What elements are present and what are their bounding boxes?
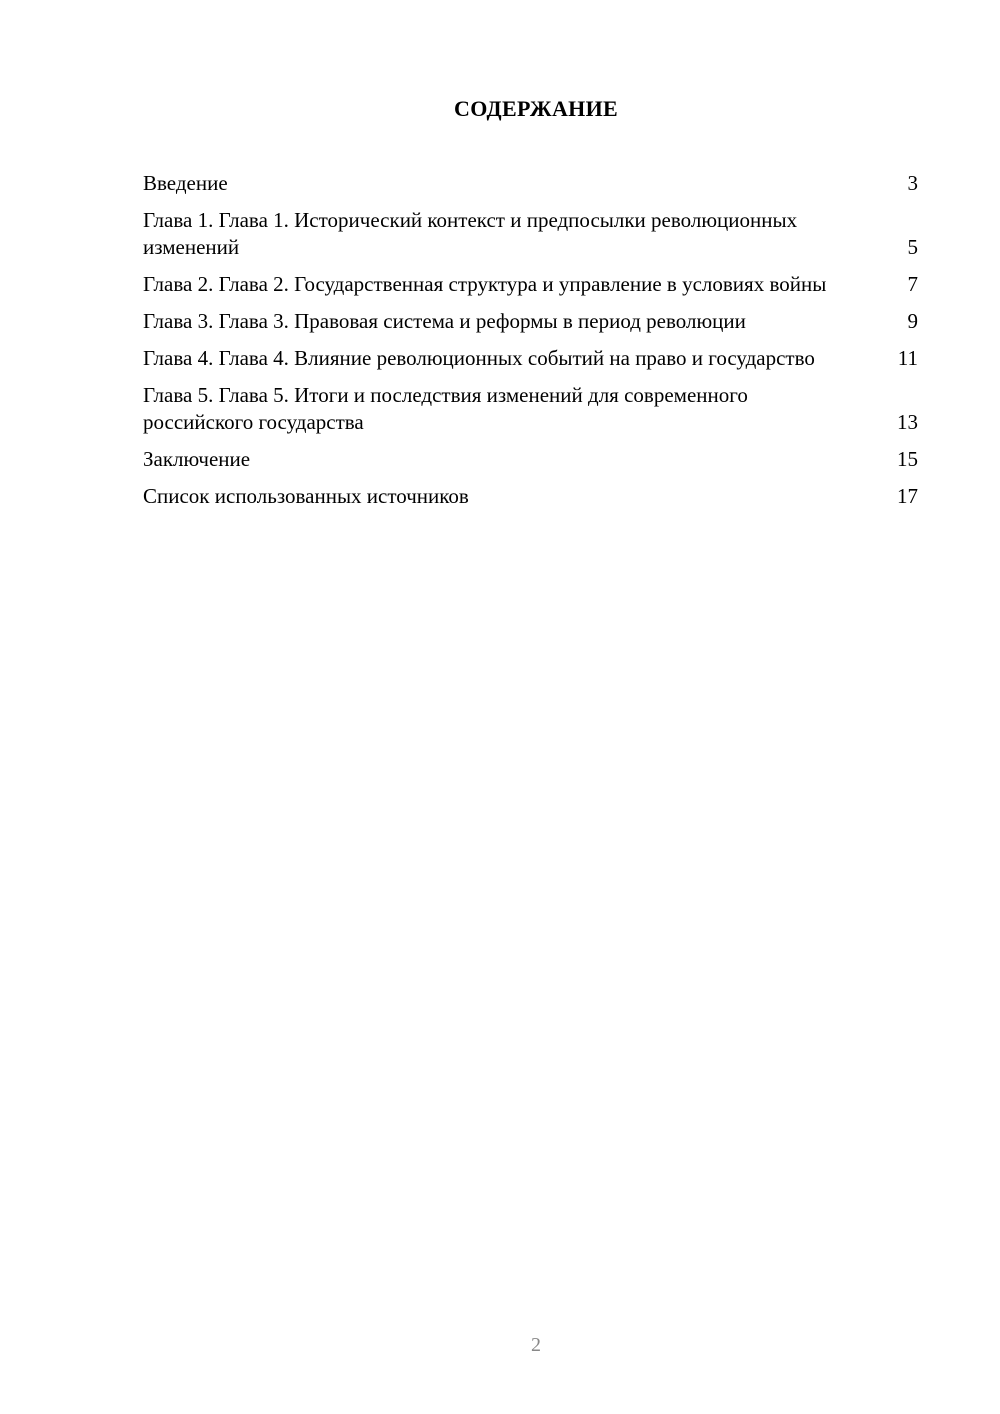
toc-entry-page: 9 bbox=[907, 309, 918, 333]
toc-title: СОДЕРЖАНИЕ bbox=[454, 96, 618, 121]
toc-entry-references bbox=[143, 483, 918, 510]
table-of-contents bbox=[143, 170, 918, 520]
toc-entry-page: 3 bbox=[907, 171, 918, 195]
toc-entry-page: 13 bbox=[897, 410, 918, 434]
toc-entry-label: Глава 3. Глава 3. Правовая система и реформы в период революции bbox=[143, 309, 746, 333]
toc-entry-chapter-1 bbox=[143, 207, 918, 261]
toc-entry-chapter-3 bbox=[143, 308, 918, 335]
toc-entry-page: 17 bbox=[897, 484, 918, 508]
toc-entry-label: Глава 2. Глава 2. Государственная структура и управление в условиях войны bbox=[143, 272, 827, 296]
toc-entry-introduction bbox=[143, 170, 918, 197]
toc-entry-page: 5 bbox=[907, 235, 918, 259]
toc-entry-conclusion bbox=[143, 446, 918, 473]
toc-entry-label: Введение bbox=[143, 171, 228, 195]
toc-entry-chapter-5 bbox=[143, 382, 918, 436]
toc-entry-label: Список использованных источников bbox=[143, 484, 469, 508]
toc-entry-page: 15 bbox=[897, 447, 918, 471]
toc-entry-page: 11 bbox=[897, 346, 918, 370]
toc-entry-label: Заключение bbox=[143, 447, 251, 471]
toc-entry-page: 7 bbox=[907, 272, 918, 296]
toc-entry-label: Глава 4. Глава 4. Влияние революционных событий на право и государство bbox=[143, 346, 815, 370]
toc-entry-chapter-2 bbox=[143, 271, 918, 298]
toc-entry-label: Глава 1. Глава 1. Исторический контекст и предпосылки революционных изменений bbox=[143, 208, 798, 259]
toc-entry-chapter-4 bbox=[143, 345, 918, 372]
page-number: 2 bbox=[531, 1334, 541, 1356]
toc-entry-label: Глава 5. Глава 5. Итоги и последствия изменений для современного российского государства bbox=[143, 383, 748, 434]
